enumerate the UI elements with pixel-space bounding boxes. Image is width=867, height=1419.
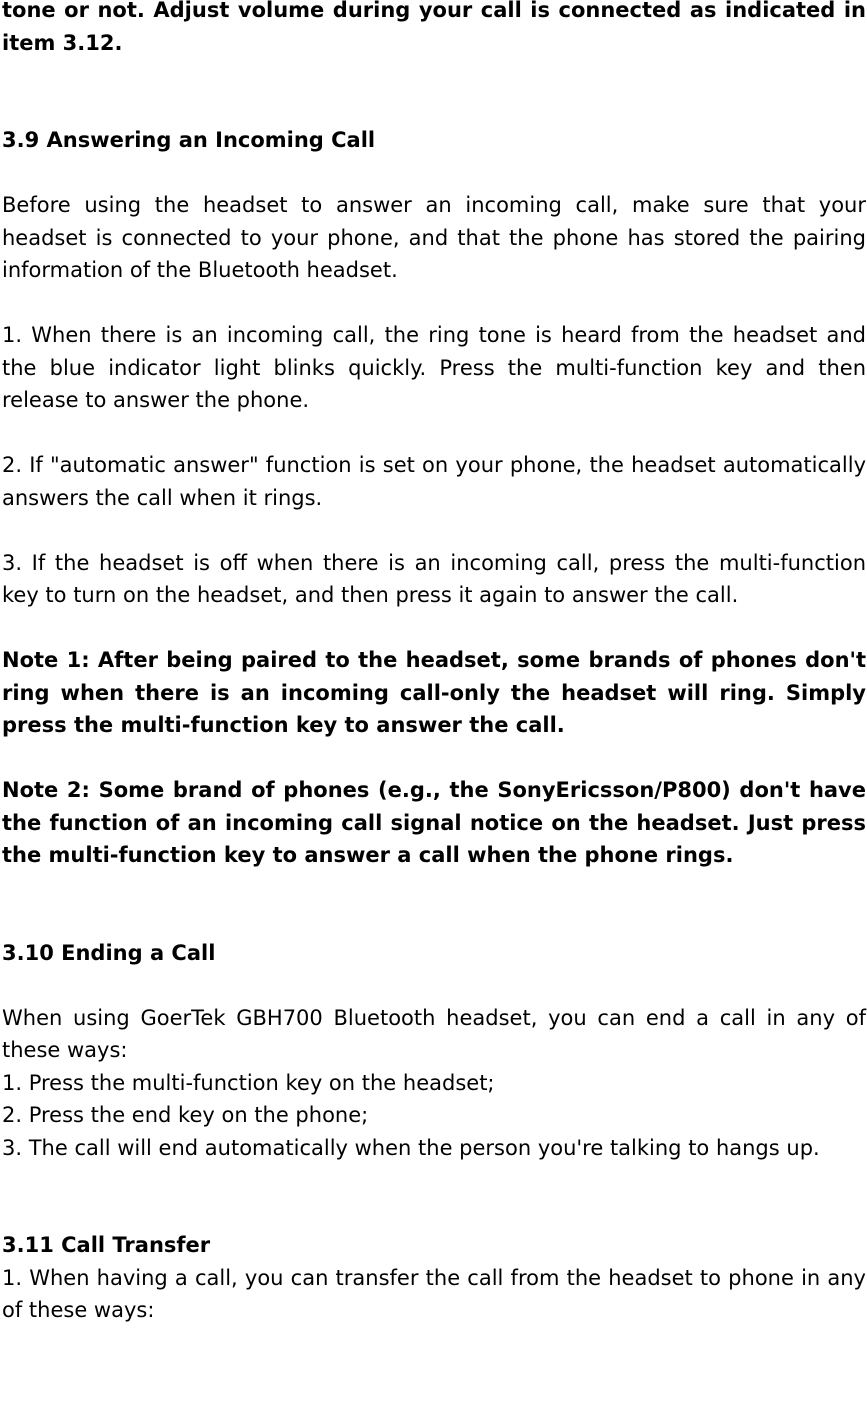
section-3-10-lead: When using GoerTek GBH700 Bluetooth headset, you can end a call in any of these ways: <box>2 1005 866 1062</box>
section-3-9-paragraph-2: 1. When there is an incoming call, the ring tone is heard from the headset and the blue indicator light blinks quickly. Press the multi-function key and then release to answer the phone. <box>2 323 866 412</box>
spacer <box>2 1197 866 1230</box>
document-page <box>2 0 866 1327</box>
section-3-10-item-3: 3. The call will end automatically when the person you're talking to hangs up. <box>2 1135 820 1160</box>
intro-paragraph: tone or not. Adjust volume during your call is connected as indicated in item 3.12. <box>2 0 866 55</box>
section-3-10-item-2: 2. Press the end key on the phone; <box>2 1103 369 1127</box>
section-3-11-heading: 3.11 Call Transfer <box>2 1233 211 1257</box>
section-3-10-heading: 3.10 Ending a Call <box>2 940 216 965</box>
section-3-10-item-1: 1. Press the multi-function key on the headset; <box>2 1070 495 1095</box>
section-3-9-paragraph-4: 3. If the headset is off when there is an incoming call, press the multi-function key to turn on the headset, and then press it again to answer the call. <box>2 550 866 607</box>
section-3-9-note-1: Note 1: After being paired to the headset, some brands of phones don't ring when there is an incoming call-only the headset will ring. Simply press the multi-function key to answer the call. <box>2 648 866 737</box>
spacer <box>2 904 866 937</box>
spacer <box>2 92 866 125</box>
section-3-9-note-2: Note 2: Some brand of phones (e.g., the SonyEricsson/P800) don't have the function of an incoming call signal notice on the headset. Just press the multi-function key to answer a call when the phone rings. <box>2 778 866 867</box>
section-3-9-paragraph-1: Before using the headset to answer an incoming call, make sure that your headset is connected to your phone, and that the phone has stored the pairing information of the Bluetooth headset. <box>2 193 866 282</box>
section-3-9-heading: 3.9 Answering an Incoming Call <box>2 128 376 152</box>
section-3-11-paragraph-1: 1. When having a call, you can transfer the call from the headset to phone in any of these ways: <box>2 1265 866 1322</box>
section-3-9-paragraph-3: 2. If "automatic answer" function is set on your phone, the headset automatically answers the call when it rings. <box>2 453 866 510</box>
